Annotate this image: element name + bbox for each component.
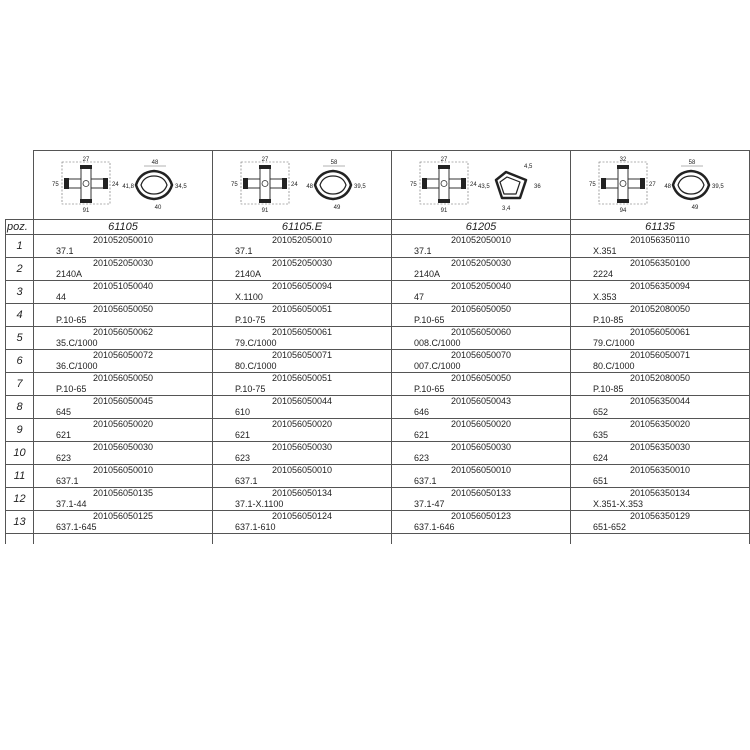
part-number-cell: 201052050030 bbox=[392, 258, 571, 270]
reference-code-cell: 37.1 bbox=[34, 246, 213, 258]
part-number-cell: 201056050010 bbox=[392, 465, 571, 477]
reference-code-cell: 37.1-X.1100 bbox=[213, 499, 392, 511]
table-row-code bbox=[6, 269, 750, 281]
reference-code-cell: 79.C/1000 bbox=[213, 338, 392, 350]
poz-number: 2 bbox=[6, 258, 34, 281]
part-number-cell: 201056050125 bbox=[34, 511, 213, 523]
table-row bbox=[6, 419, 750, 431]
poz-number: 3 bbox=[6, 281, 34, 304]
reference-code-cell: P.10-65 bbox=[34, 315, 213, 327]
dimension-label: 49 bbox=[333, 205, 341, 211]
part-number-cell: 201056350129 bbox=[571, 511, 750, 523]
reference-code-cell: 637.1 bbox=[34, 476, 213, 488]
reference-code-cell: 008.C/1000 bbox=[392, 338, 571, 350]
dimension-label: 48 bbox=[306, 184, 313, 190]
empty-cell bbox=[6, 534, 34, 545]
header-row bbox=[6, 220, 750, 235]
reference-code-cell: P.10-85 bbox=[571, 315, 750, 327]
reference-code-cell: 44 bbox=[34, 292, 213, 304]
table-row bbox=[6, 373, 750, 385]
diagram-cell bbox=[571, 151, 750, 220]
part-number-cell: 201056050071 bbox=[213, 350, 392, 362]
table-row bbox=[6, 327, 750, 339]
table-row-code bbox=[6, 453, 750, 465]
table-row-code bbox=[6, 292, 750, 304]
reference-code-cell: 637.1 bbox=[213, 476, 392, 488]
part-number-cell: 201056050134 bbox=[213, 488, 392, 500]
dimension-label: 75 bbox=[589, 182, 596, 188]
part-number-cell: 201056350010 bbox=[571, 465, 750, 477]
table-row-code bbox=[6, 384, 750, 396]
table-row-code bbox=[6, 246, 750, 258]
reference-code-cell: X.1100 bbox=[213, 292, 392, 304]
reference-code-cell: X.353 bbox=[571, 292, 750, 304]
reference-code-cell: 79.C/1000 bbox=[571, 338, 750, 350]
reference-code-cell: 37.1 bbox=[392, 246, 571, 258]
poz-number: 4 bbox=[6, 304, 34, 327]
part-number-cell: 201056050020 bbox=[392, 419, 571, 431]
table-row-code bbox=[6, 361, 750, 373]
column-header: 61205 bbox=[392, 220, 571, 235]
table-row bbox=[6, 488, 750, 500]
part-number-cell: 201056050044 bbox=[213, 396, 392, 408]
part-number-cell: 201056050094 bbox=[213, 281, 392, 293]
reference-code-cell: P.10-75 bbox=[213, 384, 392, 396]
dimension-label: 91 bbox=[440, 208, 448, 214]
column-header: 61105 bbox=[34, 220, 213, 235]
part-number-cell: 201056050020 bbox=[34, 419, 213, 431]
dimension-label: 43,5 bbox=[478, 184, 490, 190]
universal-joint-diagram-icon bbox=[406, 154, 556, 216]
table-row bbox=[6, 396, 750, 408]
dimension-label: 75 bbox=[52, 182, 59, 188]
part-number-cell: 201052080050 bbox=[571, 373, 750, 385]
diagram-cell bbox=[213, 151, 392, 220]
part-number-cell: 201056350134 bbox=[571, 488, 750, 500]
part-number-cell: 201056050030 bbox=[392, 442, 571, 454]
part-number-cell: 201052050040 bbox=[392, 281, 571, 293]
reference-code-cell: P.10-65 bbox=[34, 384, 213, 396]
reference-code-cell: 80.C/1000 bbox=[213, 361, 392, 373]
part-number-cell: 201056050060 bbox=[392, 327, 571, 339]
table-row bbox=[6, 465, 750, 477]
dimension-label: 75 bbox=[410, 182, 417, 188]
poz-number: 7 bbox=[6, 373, 34, 396]
dimension-label: 48 bbox=[664, 184, 671, 190]
dimension-label: 40 bbox=[154, 205, 162, 211]
reference-code-cell: 637.1-646 bbox=[392, 522, 571, 534]
dimension-label: 58 bbox=[330, 160, 338, 166]
dimension-label: 49 bbox=[691, 205, 699, 211]
table-row-code bbox=[6, 430, 750, 442]
reference-code-cell: 2224 bbox=[571, 269, 750, 281]
reference-code-cell: 610 bbox=[213, 407, 392, 419]
parts-table-sheet bbox=[5, 150, 750, 544]
poz-number: 9 bbox=[6, 419, 34, 442]
diagram-row bbox=[6, 151, 750, 220]
part-number-cell: 201056050020 bbox=[213, 419, 392, 431]
reference-code-cell: 637.1 bbox=[392, 476, 571, 488]
dimension-label: 27 bbox=[440, 157, 448, 163]
dimension-label: 27 bbox=[82, 157, 90, 163]
part-number-cell: 201056050045 bbox=[34, 396, 213, 408]
part-number-cell: 201056050030 bbox=[213, 442, 392, 454]
table-row-code bbox=[6, 476, 750, 488]
part-number-cell: 201056050050 bbox=[392, 373, 571, 385]
dimension-label: 32 bbox=[619, 157, 627, 163]
reference-code-cell: 635 bbox=[571, 430, 750, 442]
dimension-label: 75 bbox=[231, 182, 238, 188]
reference-code-cell: 621 bbox=[392, 430, 571, 442]
part-number-cell: 201052050030 bbox=[34, 258, 213, 270]
part-number-cell: 201056050070 bbox=[392, 350, 571, 362]
reference-code-cell: P.10-75 bbox=[213, 315, 392, 327]
reference-code-cell: X.351 bbox=[571, 246, 750, 258]
table-row-code bbox=[6, 499, 750, 511]
reference-code-cell: 624 bbox=[571, 453, 750, 465]
poz-number: 1 bbox=[6, 235, 34, 258]
part-number-cell: 201051050040 bbox=[34, 281, 213, 293]
table-row bbox=[6, 350, 750, 362]
part-number-cell: 201056350110 bbox=[571, 235, 750, 247]
universal-joint-diagram-icon bbox=[227, 154, 377, 216]
reference-code-cell: X.351-X.353 bbox=[571, 499, 750, 511]
reference-code-cell: 2140A bbox=[392, 269, 571, 281]
empty-cell bbox=[392, 534, 571, 545]
part-number-cell: 201056350030 bbox=[571, 442, 750, 454]
diagram-cell bbox=[34, 151, 213, 220]
part-number-cell: 201052080050 bbox=[571, 304, 750, 316]
part-number-cell: 201056050124 bbox=[213, 511, 392, 523]
reference-code-cell: 37.1-44 bbox=[34, 499, 213, 511]
table-row-code bbox=[6, 407, 750, 419]
dimension-label: 3,4 bbox=[502, 206, 511, 212]
part-number-cell: 201052050030 bbox=[213, 258, 392, 270]
parts-table bbox=[5, 150, 750, 544]
empty-cell bbox=[571, 534, 750, 545]
part-number-cell: 201056050123 bbox=[392, 511, 571, 523]
reference-code-cell: P.10-65 bbox=[392, 384, 571, 396]
dimension-label: 39,5 bbox=[354, 184, 366, 190]
reference-code-cell: 651 bbox=[571, 476, 750, 488]
reference-code-cell: 47 bbox=[392, 292, 571, 304]
reference-code-cell: 621 bbox=[213, 430, 392, 442]
reference-code-cell: 2140A bbox=[213, 269, 392, 281]
reference-code-cell: 637.1-610 bbox=[213, 522, 392, 534]
poz-number: 10 bbox=[6, 442, 34, 465]
poz-number: 13 bbox=[6, 511, 34, 534]
part-number-cell: 201056050062 bbox=[34, 327, 213, 339]
reference-code-cell: 652 bbox=[571, 407, 750, 419]
reference-code-cell: 623 bbox=[213, 453, 392, 465]
part-number-cell: 201056350100 bbox=[571, 258, 750, 270]
diagram-blank-cell bbox=[6, 151, 34, 220]
reference-code-cell: 623 bbox=[392, 453, 571, 465]
part-number-cell: 201056050135 bbox=[34, 488, 213, 500]
poz-number: 8 bbox=[6, 396, 34, 419]
reference-code-cell: 35.C/1000 bbox=[34, 338, 213, 350]
dimension-label: 24 bbox=[112, 182, 119, 188]
reference-code-cell: 646 bbox=[392, 407, 571, 419]
part-number-cell: 201056050133 bbox=[392, 488, 571, 500]
dimension-label: 39,5 bbox=[712, 184, 724, 190]
reference-code-cell: 37.1-47 bbox=[392, 499, 571, 511]
dimension-label: 36 bbox=[534, 184, 541, 190]
dimension-label: 24 bbox=[470, 182, 477, 188]
poz-number: 5 bbox=[6, 327, 34, 350]
reference-code-cell: 36.C/1000 bbox=[34, 361, 213, 373]
column-header: 61135 bbox=[571, 220, 750, 235]
reference-code-cell: P.10-85 bbox=[571, 384, 750, 396]
dimension-label: 94 bbox=[619, 208, 627, 214]
poz-header: poz. bbox=[6, 220, 34, 235]
dimension-label: 24 bbox=[291, 182, 298, 188]
part-number-cell: 201056050050 bbox=[34, 373, 213, 385]
table-row bbox=[6, 442, 750, 454]
part-number-cell: 201056350020 bbox=[571, 419, 750, 431]
part-number-cell: 201056050061 bbox=[213, 327, 392, 339]
dimension-label: 91 bbox=[82, 208, 90, 214]
reference-code-cell: 623 bbox=[34, 453, 213, 465]
table-row bbox=[6, 511, 750, 523]
empty-cell bbox=[34, 534, 213, 545]
reference-code-cell: 645 bbox=[34, 407, 213, 419]
part-number-cell: 201056350094 bbox=[571, 281, 750, 293]
table-row bbox=[6, 281, 750, 293]
universal-joint-diagram-icon bbox=[48, 154, 198, 216]
diagram-cell bbox=[392, 151, 571, 220]
table-row bbox=[6, 258, 750, 270]
part-number-cell: 201056350044 bbox=[571, 396, 750, 408]
empty-cell bbox=[213, 534, 392, 545]
part-number-cell: 201056050010 bbox=[34, 465, 213, 477]
reference-code-cell: 637.1-645 bbox=[34, 522, 213, 534]
dimension-label: 91 bbox=[261, 208, 269, 214]
part-number-cell: 201056050072 bbox=[34, 350, 213, 362]
table-row-code bbox=[6, 315, 750, 327]
reference-code-cell: 2140A bbox=[34, 269, 213, 281]
part-number-cell: 201056050061 bbox=[571, 327, 750, 339]
part-number-cell: 201056050010 bbox=[213, 465, 392, 477]
part-number-cell: 201056050043 bbox=[392, 396, 571, 408]
table-row-code bbox=[6, 338, 750, 350]
poz-number: 6 bbox=[6, 350, 34, 373]
part-number-cell: 201052050010 bbox=[34, 235, 213, 247]
reference-code-cell: P.10-65 bbox=[392, 315, 571, 327]
dimension-label: 48 bbox=[151, 160, 159, 166]
part-number-cell: 201056050050 bbox=[392, 304, 571, 316]
dimension-label: 4,5 bbox=[524, 164, 533, 170]
table-row bbox=[6, 235, 750, 247]
reference-code-cell: 37.1 bbox=[213, 246, 392, 258]
dimension-label: 41,8 bbox=[122, 184, 134, 190]
universal-joint-diagram-icon bbox=[585, 154, 735, 216]
poz-number: 11 bbox=[6, 465, 34, 488]
poz-number: 12 bbox=[6, 488, 34, 511]
part-number-cell: 201056050051 bbox=[213, 373, 392, 385]
part-number-cell: 201056050071 bbox=[571, 350, 750, 362]
table-bottom-row bbox=[6, 534, 750, 545]
reference-code-cell: 651-652 bbox=[571, 522, 750, 534]
reference-code-cell: 621 bbox=[34, 430, 213, 442]
column-header: 61105.E bbox=[213, 220, 392, 235]
table-row-code bbox=[6, 522, 750, 534]
dimension-label: 58 bbox=[688, 160, 696, 166]
part-number-cell: 201056050030 bbox=[34, 442, 213, 454]
dimension-label: 27 bbox=[261, 157, 269, 163]
part-number-cell: 201052050010 bbox=[392, 235, 571, 247]
part-number-cell: 201056050051 bbox=[213, 304, 392, 316]
part-number-cell: 201052050010 bbox=[213, 235, 392, 247]
dimension-label: 34,5 bbox=[175, 184, 187, 190]
part-number-cell: 201056050050 bbox=[34, 304, 213, 316]
reference-code-cell: 80.C/1000 bbox=[571, 361, 750, 373]
table-row bbox=[6, 304, 750, 316]
reference-code-cell: 007.C/1000 bbox=[392, 361, 571, 373]
dimension-label: 27 bbox=[649, 182, 656, 188]
